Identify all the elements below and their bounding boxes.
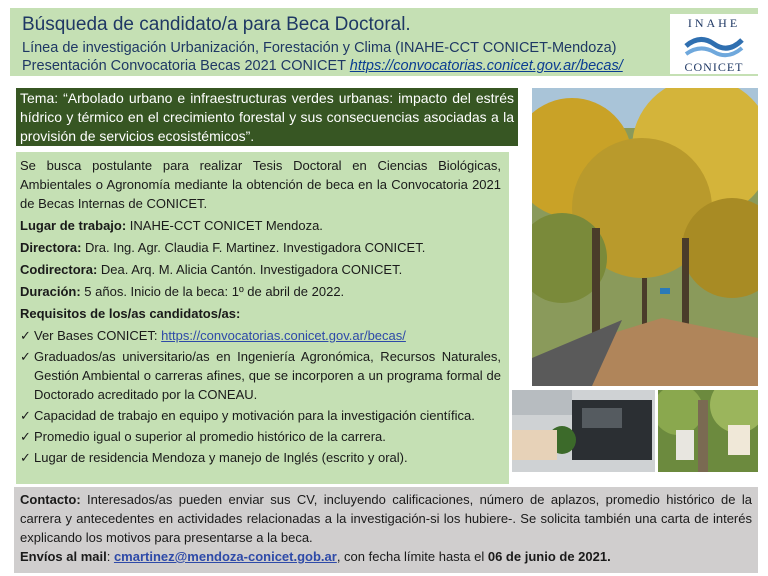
- requirement-text: Promedio igual o superior al promedio histórico de la carrera.: [34, 429, 386, 444]
- topic-box: [16, 88, 518, 146]
- requirements-list: [20, 326, 501, 467]
- deadline-date: 06 de junio de 2021.: [487, 549, 611, 564]
- call-line-text: Presentación Convocatoria Becas 2021 CONICET: [22, 58, 350, 74]
- field-value: 5 años. Inicio de la beca: 1º de abril de 2022.: [80, 284, 345, 299]
- topic-text: Tema: “Arbolado urbano e infraestructuras verdes urbanas: impacto del estrés hídrico y térmico en el crecimiento forestal y sus consecuencias asociadas a la provisión de servicios ecosistémicos”.: [20, 90, 514, 144]
- convocatorias-link[interactable]: https://convocatorias.conicet.gov.ar/becas/: [349, 58, 623, 74]
- header-banner: [10, 8, 758, 76]
- email-link[interactable]: cmartinez@mendoza-conicet.gob.ar: [113, 549, 337, 564]
- field-codirectora: [20, 260, 501, 279]
- contact-box: [14, 487, 758, 573]
- field-label: Lugar de trabajo:: [20, 218, 127, 233]
- requirement-item: [20, 347, 501, 404]
- logo-inahe-text: INAHE: [687, 16, 741, 30]
- inahe-conicet-logo: [670, 14, 758, 74]
- contact-text: [20, 490, 752, 547]
- mail-label: Envíos al mail: [20, 549, 107, 564]
- requirement-text: Ver Bases CONICET:: [34, 328, 162, 343]
- checkmark-icon: ✓: [20, 328, 31, 343]
- bases-link[interactable]: https://convocatorias.conicet.gov.ar/becas/: [161, 328, 406, 343]
- requirement-text: Graduados/as universitario/as en Ingeniería Agronómica, Recursos Naturales, Gestión Ambiental o carreras afines, que se incorporen a un programa formal de Doctorado acreditado por la CONEAU.: [34, 349, 501, 402]
- field-label: Directora:: [20, 240, 82, 255]
- contact-body: Interesados/as pueden enviar sus CV, incluyendo calificaciones, número de aplazos, promedio histórico de la carrera y antecedentes en actividades relacionadas a la investigación-si los hubiere-. Se solicita también una carta de interés explicando los motivos para presentarse a la beca.: [20, 492, 752, 545]
- checkmark-icon: ✓: [20, 429, 31, 444]
- details-box: [16, 152, 509, 484]
- intro-text: Se busca postulante para realizar Tesis Doctoral en Ciencias Biológicas, Ambientales o Agronomía mediante la obtención de beca en la Convocatoria 2021 de Becas Internas de CONICET.: [20, 158, 501, 211]
- field-value: INAHE-CCT CONICET Mendoza.: [126, 218, 323, 233]
- tree-measurement-photo: [658, 390, 758, 472]
- lab-equipment-photo: [512, 390, 655, 472]
- checkmark-icon: ✓: [20, 408, 31, 423]
- field-directora: [20, 238, 501, 257]
- call-line: [22, 58, 623, 74]
- page-title: Búsqueda de candidato/a para Beca Doctoral.: [22, 14, 411, 35]
- logo-waves-icon: [684, 32, 744, 60]
- field-lugar: [20, 216, 501, 235]
- requirement-text: Capacidad de trabajo en equipo y motivación para la investigación científica.: [34, 408, 475, 423]
- contact-label: Contacto:: [20, 492, 81, 507]
- research-line: Línea de investigación Urbanización, Forestación y Clima (INAHE-CCT CONICET-Mendoza): [22, 40, 617, 56]
- logo-conicet-text: CONICET: [684, 60, 744, 74]
- field-duracion: [20, 282, 501, 301]
- requirement-item: [20, 326, 501, 345]
- mail-separator: :: [106, 549, 114, 564]
- mail-line: [20, 547, 752, 566]
- requirement-item: [20, 427, 501, 446]
- checkmark-icon: ✓: [20, 450, 31, 465]
- street-trees-photo: [532, 88, 758, 386]
- requirement-text: Lugar de residencia Mendoza y manejo de Inglés (escrito y oral).: [34, 450, 408, 465]
- field-label: Duración:: [20, 284, 81, 299]
- field-value: Dra. Ing. Agr. Claudia F. Martinez. Investigadora CONICET.: [81, 240, 426, 255]
- requirement-item: [20, 448, 501, 467]
- checkmark-icon: ✓: [20, 349, 31, 364]
- field-label: Codirectora:: [20, 262, 98, 277]
- requirement-item: [20, 406, 501, 425]
- field-value: Dea. Arq. M. Alicia Cantón. Investigadora CONICET.: [97, 262, 403, 277]
- requirements-title: Requisitos de los/as candidatos/as:: [20, 306, 241, 321]
- deadline-prefix: , con fecha límite hasta el: [336, 549, 488, 564]
